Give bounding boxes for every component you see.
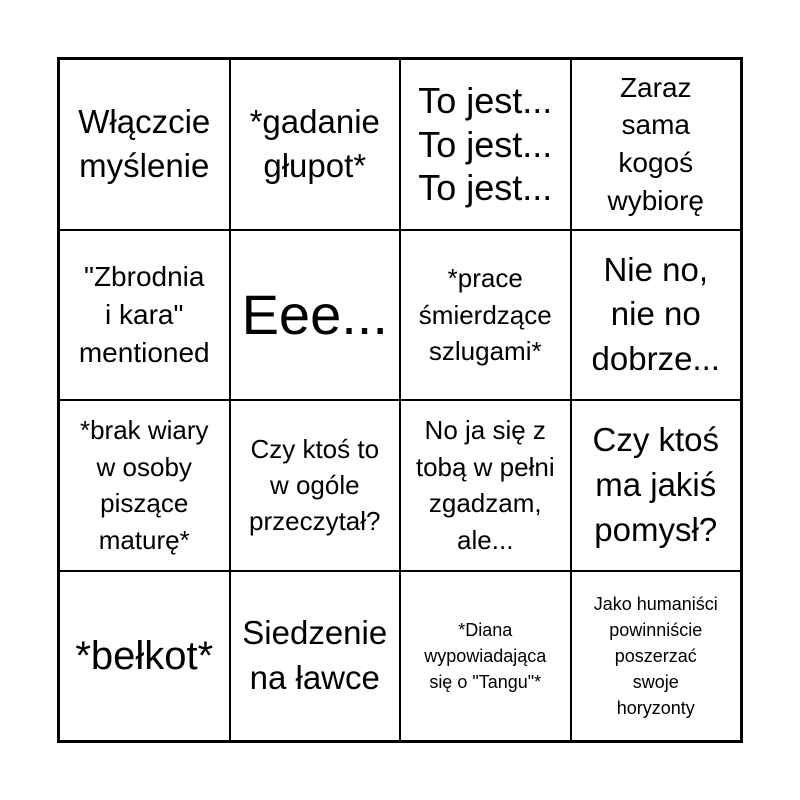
bingo-cell-text: *brak wiary w osoby piszące maturę* xyxy=(79,415,209,555)
bingo-cell[interactable] xyxy=(230,59,401,230)
bingo-cell[interactable] xyxy=(571,230,742,401)
bingo-cell-text: Nie no, nie no dobrze... xyxy=(591,250,720,378)
bingo-cell-text: *prace śmierdzące szlugami* xyxy=(418,263,552,366)
bingo-cell-text: *gadanie głupot* xyxy=(249,102,380,185)
bingo-cell[interactable] xyxy=(400,230,571,401)
bingo-cell-text: Czy ktoś to w ogóle przeczytał? xyxy=(249,433,381,537)
bingo-cell[interactable] xyxy=(230,230,401,401)
bingo-cell[interactable] xyxy=(230,400,401,571)
bingo-cell[interactable] xyxy=(571,400,742,571)
bingo-cell-text: Siedzenie na ławce xyxy=(242,614,388,696)
bingo-cell-text: "Zbrodnia i kara" mentioned xyxy=(78,261,210,368)
bingo-cell[interactable] xyxy=(59,230,230,401)
bingo-cell[interactable] xyxy=(59,400,230,571)
bingo-cell-text: To jest... To jest... To jest... xyxy=(418,80,553,208)
bingo-board xyxy=(57,57,743,743)
bingo-cell-text: Eee... xyxy=(241,282,388,346)
bingo-cell-text: *bełkot* xyxy=(75,633,214,678)
bingo-cell-text: No ja się z tobą w pełni zgadzam, ale... xyxy=(415,415,555,555)
bingo-cell-text: Jako humaniści powinniście poszerzać swoje horyzonty xyxy=(593,593,718,718)
bingo-cell-text: Czy ktoś ma jakiś pomysł? xyxy=(592,421,720,548)
bingo-cell-text: *Diana wypowiadająca się o "Tangu"* xyxy=(424,619,547,692)
bingo-cell[interactable] xyxy=(571,571,742,742)
bingo-cell[interactable] xyxy=(400,571,571,742)
bingo-cell[interactable] xyxy=(400,400,571,571)
bingo-cell-text: Zaraz sama kogoś wybiorę xyxy=(607,71,704,217)
bingo-cell[interactable] xyxy=(59,59,230,230)
bingo-cell-text: Włączcie myślenie xyxy=(78,102,211,185)
bingo-cell[interactable] xyxy=(230,571,401,742)
bingo-cell[interactable] xyxy=(59,571,230,742)
bingo-cell[interactable] xyxy=(400,59,571,230)
bingo-cell[interactable] xyxy=(571,59,742,230)
